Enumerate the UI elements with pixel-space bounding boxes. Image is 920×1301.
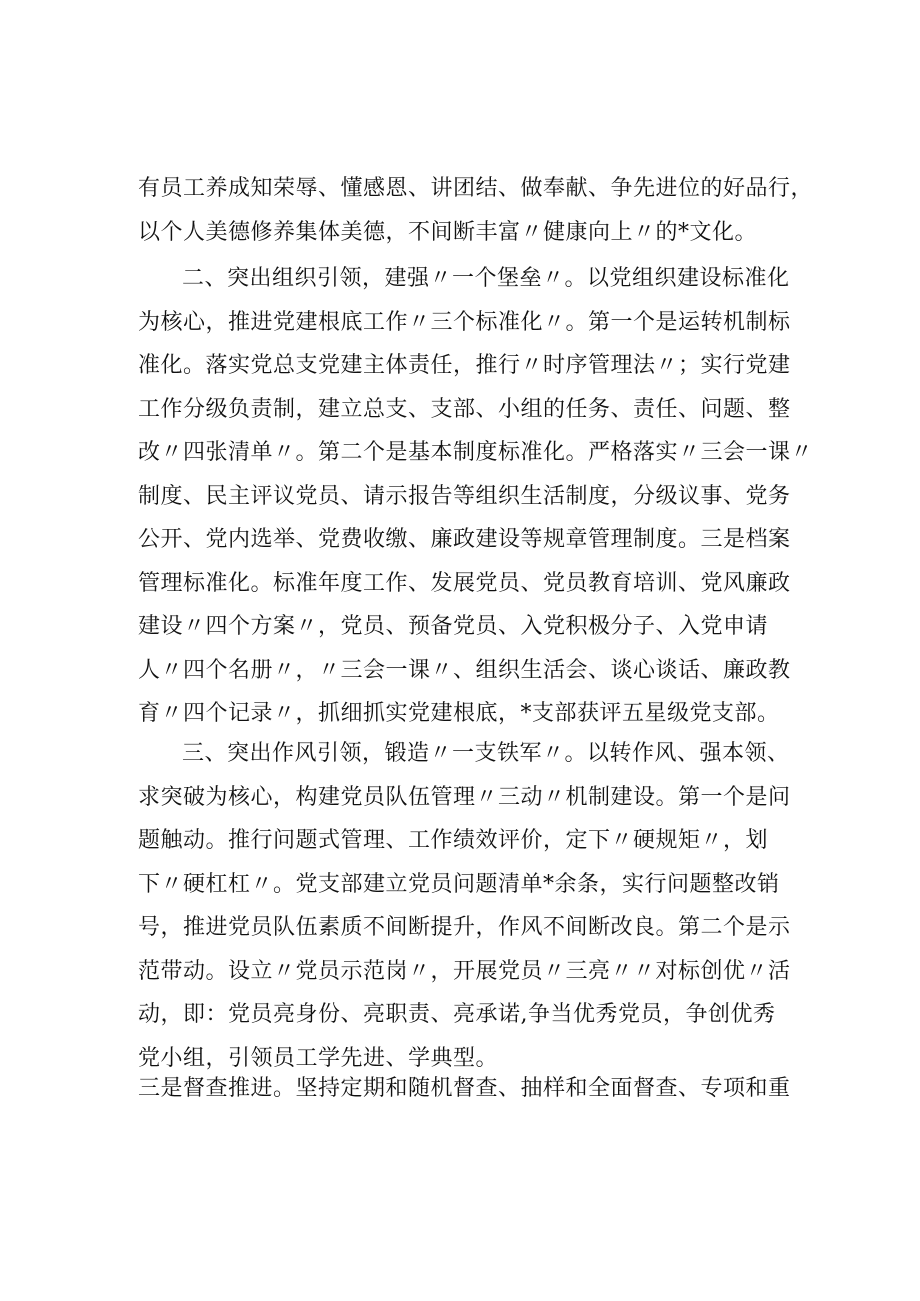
text-line: 号，推进党员队伍素质不间断提升，作风不间断改良。第二个是示 — [138, 915, 791, 940]
text-line: 党小组，引领员工学先进、学典型。 — [138, 1045, 499, 1071]
text-line: 工作分级负责制，建立总支、支部、小组的任务、责任、问题、整 — [138, 396, 791, 422]
paragraph-work-style-leadership — [138, 732, 798, 1080]
paragraph-supervision — [138, 1067, 798, 1111]
text-line: 题触动。推行问题式管理、工作绩效评价，定下〃硬规矩〃，划 — [138, 828, 769, 853]
text-line: 建设〃四个方案〃，党员、预备党员、入党积极分子、入党申请 — [138, 614, 769, 639]
text-line: 公开、党内选举、党费收缴、廉政建设等规章管理制度。三是档案 — [138, 527, 791, 552]
text-line: 制度、民主评议党员、请示报告等组织生活制度，分级议事、党务 — [138, 483, 791, 509]
paragraph-continuation — [138, 167, 814, 254]
text-line: 三是督查推进。坚持定期和随机督查、抽样和全面督查、专项和重 — [138, 1076, 791, 1101]
text-line: 以个人美德修养集体美德，不间断丰富〃健康向上〃的*文化。 — [138, 219, 758, 245]
text-line: 三、突出作风引领，锻造〃一支铁军〃。以转作风、强本领、 — [182, 741, 790, 766]
text-line: 下〃硬杠杠〃。党支部建立党员问题清单*余条，实行问题整改销 — [138, 871, 780, 897]
text-line: 二、突出组织引领，建强〃一个堡垒〃。以党组织建设标准化 — [182, 266, 790, 291]
paragraph-organization-leadership — [138, 257, 814, 736]
text-line: 范带动。设立〃党员示范岗〃，开展党员〃三亮〃〃对标创优〃活 — [138, 958, 791, 984]
text-line: 改〃四张清单〃。第二个是基本制度标准化。严格落实〃三会一课〃 — [138, 440, 814, 465]
text-line: 动，即：党员亮身份、亮职责、亮承诺,争当优秀党员，争创优秀 — [138, 1002, 776, 1027]
text-line: 为核心，推进党建根底工作〃三个标准化〃。第一个是运转机制标 — [138, 309, 791, 335]
text-line: 准化。落实党总支党建主体责任，推行〃时序管理法〃；实行党建 — [138, 353, 791, 378]
text-line: 人〃四个名册〃，〃三会一课〃、组织生活会、谈心谈话、廉政教 — [138, 657, 791, 683]
text-line: 有员工养成知荣辱、懂感恩、讲团结、做奉献、争先进位的好品行， — [138, 176, 814, 201]
text-line: 管理标准化。标准年度工作、发展党员、党员教育培训、党风廉政 — [138, 570, 791, 596]
text-line: 育〃四个记录〃，抓细抓实党建根底，*支部获评五星级党支部。 — [138, 701, 780, 726]
text-line: 求突破为核心，构建党员队伍管理〃三动〃机制建设。第一个是问 — [138, 784, 791, 810]
